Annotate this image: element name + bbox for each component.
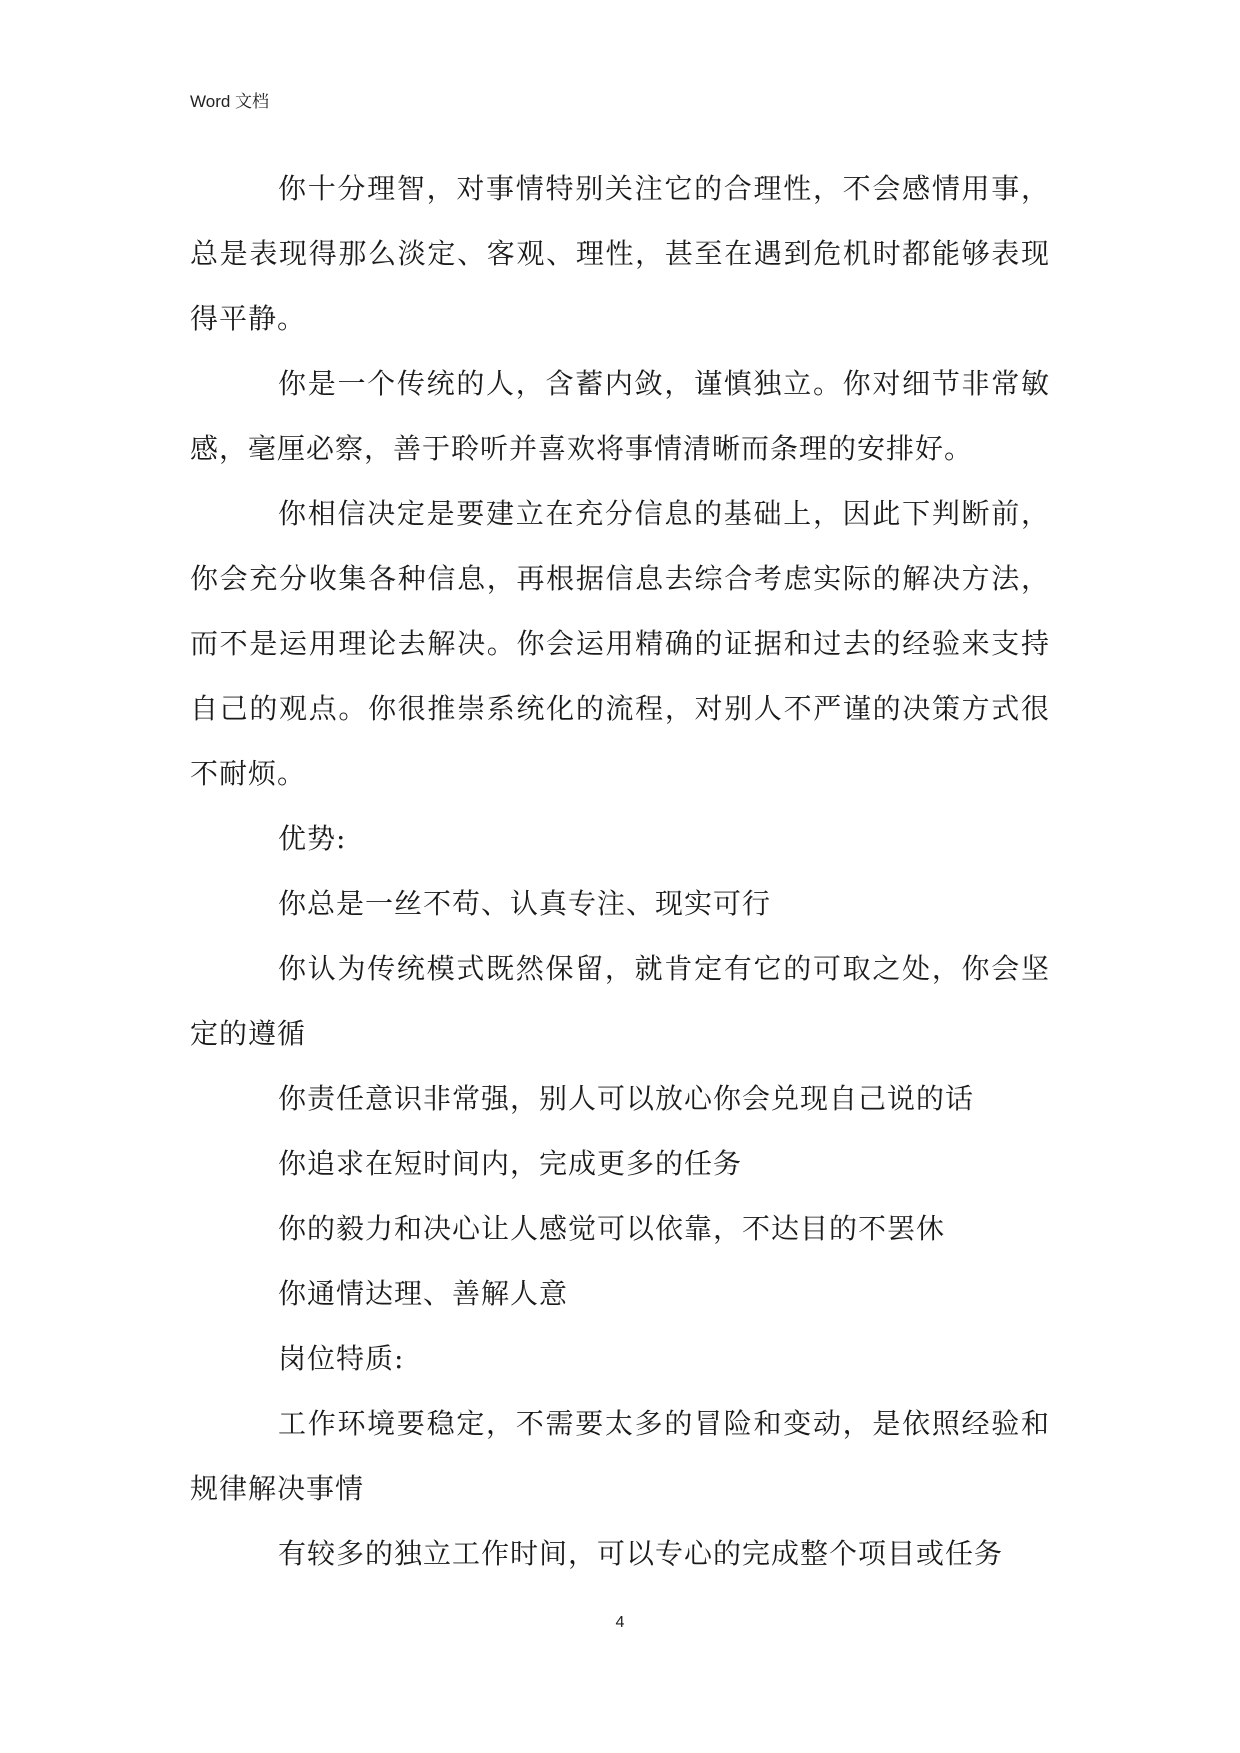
section-heading-job-traits: 岗位特质: [278,1342,405,1375]
list-item: 你通情达理、善解人意 [278,1277,569,1310]
page-header: Word 文档 [190,92,270,111]
list-item: 有较多的独立工作时间，可以专心的完成整个项目或任务 [278,1537,1004,1570]
list-item: 你的毅力和决心让人感觉可以依靠，不达目的不罢休 [278,1212,946,1245]
paragraph: 你十分理智，对事情特别关注它的合理性，不会感情用事，总是表现得那么淡定、客观、理性，甚至在遇到危机时都能够表现得平静。 [190,172,1050,335]
document-body [190,156,1050,1586]
section-heading-strengths: 优势: [278,822,347,855]
list-item: 你追求在短时间内，完成更多的任务 [278,1147,743,1180]
list-item: 你责任意识非常强，别人可以放心你会兑现自己说的话 [278,1082,975,1115]
paragraph: 你相信决定是要建立在充分信息的基础上，因此下判断前，你会充分收集各种信息，再根据信息去综合考虑实际的解决方法，而不是运用理论去解决。你会运用精确的证据和过去的经验来支持自己的观点。你很推崇系统化的流程，对别人不严谨的决策方式很不耐烦。 [190,497,1050,790]
list-item: 你认为传统模式既然保留，就肯定有它的可取之处，你会坚定的遵循 [190,952,1050,1050]
page-number: 4 [615,1614,625,1631]
list-item: 你总是一丝不苟、认真专注、现实可行 [278,887,772,920]
paragraph: 你是一个传统的人，含蓄内敛，谨慎独立。你对细节非常敏感，毫厘必察，善于聆听并喜欢将事情清晰而条理的安排好。 [190,367,1050,465]
list-item: 工作环境要稳定，不需要太多的冒险和变动，是依照经验和规律解决事情 [190,1407,1050,1505]
